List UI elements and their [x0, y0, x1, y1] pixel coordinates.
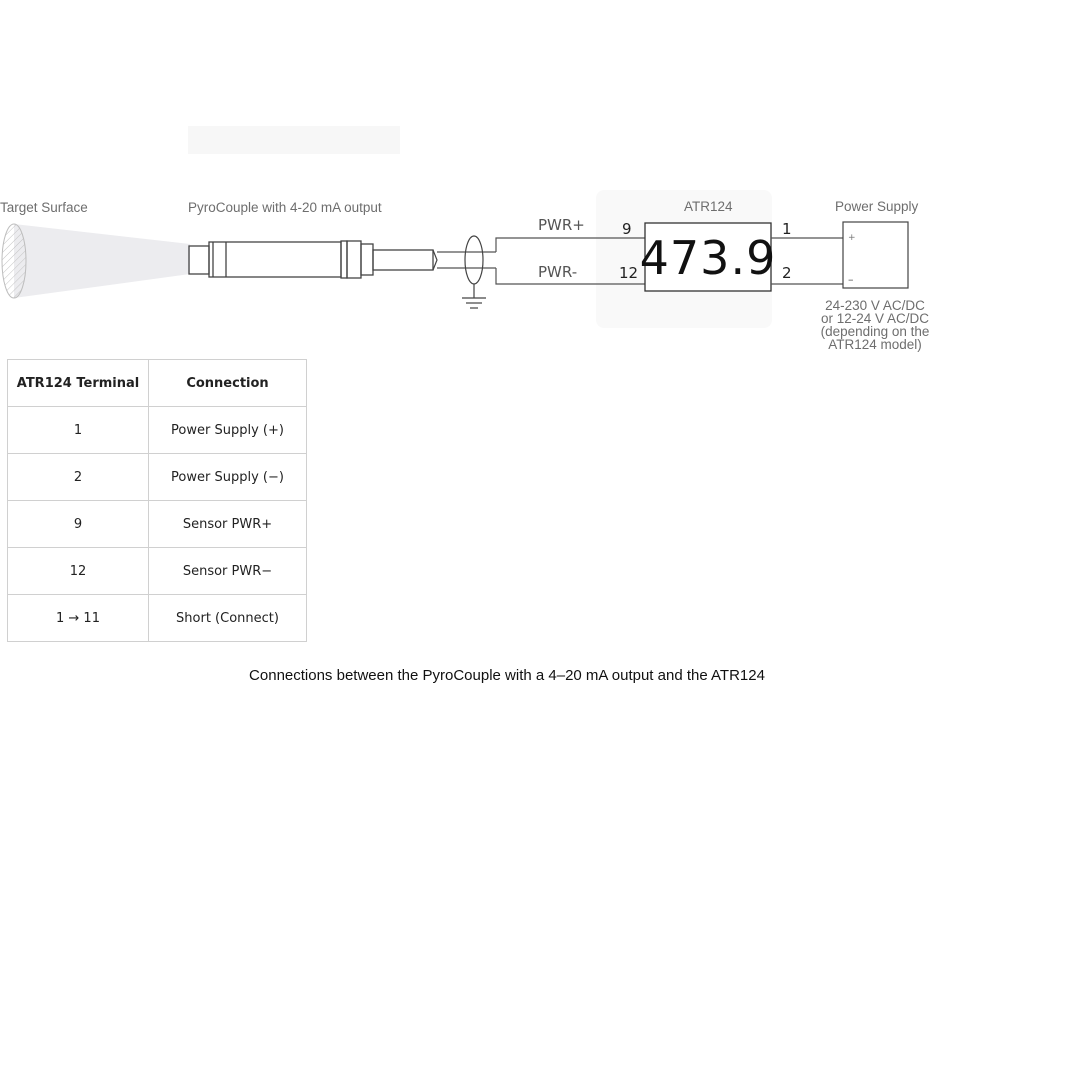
terminal-cell: 9 — [8, 501, 149, 548]
terminal-cell: 12 — [8, 548, 149, 595]
connection-cell: Power Supply (−) — [149, 454, 307, 501]
column-header-terminal: ATR124 Terminal — [8, 360, 149, 407]
table-row — [8, 595, 307, 642]
power-minus-icon: – — [848, 273, 854, 286]
target-surface-label: Target Surface — [0, 200, 88, 215]
terminal-connection-table — [7, 359, 307, 642]
terminal-12-label: 12 — [619, 264, 639, 282]
sensor-label: PyroCouple with 4-20 mA output — [188, 200, 382, 215]
ps-note-line-2: or 12-24 V AC/DC — [820, 311, 930, 326]
terminal-2-label: 2 — [782, 264, 792, 282]
terminal-cell: 1 — [8, 407, 149, 454]
connection-cell: Sensor PWR+ — [149, 501, 307, 548]
power-supply-label: Power Supply — [835, 199, 919, 214]
terminal-cell: 2 — [8, 454, 149, 501]
target-surface-icon — [2, 224, 26, 298]
connection-cell: Sensor PWR− — [149, 548, 307, 595]
wiring-diagram — [0, 0, 1080, 360]
connection-cell: Short (Connect) — [149, 595, 307, 642]
sensor-field-of-view — [14, 224, 190, 298]
controller-label: ATR124 — [684, 199, 733, 214]
ps-note-line-3: (depending on the — [820, 324, 930, 339]
controller-display-value: 473.9 — [639, 231, 777, 285]
column-header-connection: Connection — [149, 360, 307, 407]
terminal-cell: 1 → 11 — [8, 595, 149, 642]
blur-smudge — [188, 126, 400, 154]
wire-pwr-plus-label: PWR+ — [538, 216, 585, 234]
ps-note-line-1: 24-230 V AC/DC — [825, 298, 925, 313]
table-row — [8, 407, 307, 454]
ps-note-line-4: ATR124 model) — [828, 337, 922, 352]
wire-pwr-minus-label: PWR- — [538, 263, 578, 281]
table-row — [8, 548, 307, 595]
terminal-9-label: 9 — [622, 220, 632, 238]
connection-cell: Power Supply (+) — [149, 407, 307, 454]
ground-icon — [462, 284, 486, 308]
pyrocouple-sensor-icon — [189, 241, 433, 278]
table-header-row — [8, 360, 307, 407]
power-plus-icon: + — [848, 233, 856, 243]
terminal-1-label: 1 — [782, 220, 792, 238]
table-row — [8, 501, 307, 548]
table-row — [8, 454, 307, 501]
figure-caption: Connections between the PyroCouple with a 4–20 mA output and the ATR124 — [249, 667, 765, 684]
cable-shield-icon — [465, 236, 483, 284]
